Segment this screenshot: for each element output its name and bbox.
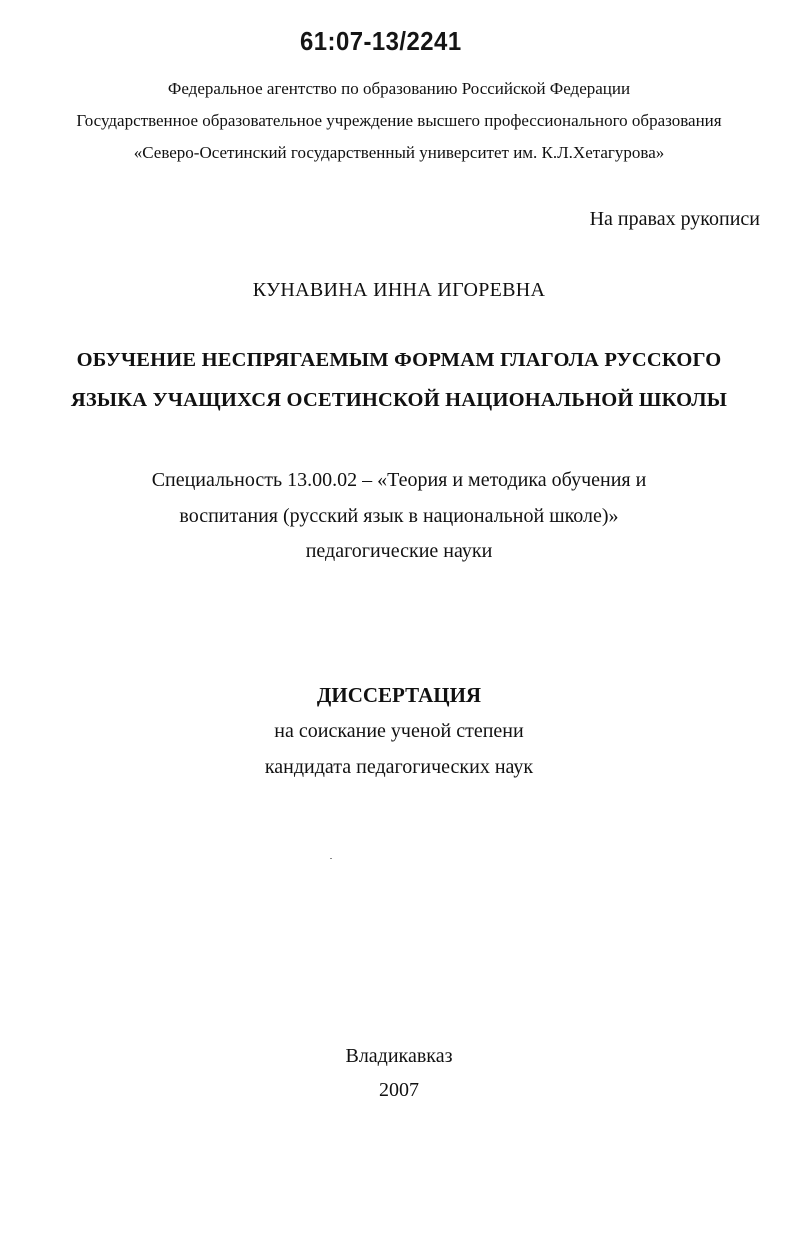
- title-line-1: ОБУЧЕНИЕ НЕСПРЯГАЕМЫМ ФОРМАМ ГЛАГОЛА РУССКОГО: [76, 349, 722, 371]
- city: Владикавказ: [345, 1045, 453, 1067]
- scan-speck: [330, 858, 332, 859]
- title-line-2: ЯЗЫКА УЧАЩИХСЯ ОСЕТИНСКОЙ НАЦИОНАЛЬНОЙ ШКОЛЫ: [70, 389, 728, 411]
- dissertation-heading: ДИССЕРТАЦИЯ: [316, 683, 482, 707]
- organization-line-1: Федеральное агентство по образованию Российской Федерации: [167, 79, 631, 98]
- organization-line-3: «Северо-Осетинский государственный университет им. К.Л.Хетагурова»: [133, 143, 665, 162]
- author-name: КУНАВИНА ИННА ИГОРЕВНА: [252, 279, 546, 301]
- rights-note: На правах рукописи: [589, 208, 760, 230]
- specialty-line-3: педагогические науки: [305, 540, 493, 562]
- archive-stamp-number: 61:07-13/2241: [300, 26, 462, 56]
- specialty-line-2: воспитания (русский язык в национальной школе)»: [179, 505, 619, 527]
- specialty-line-1: Специальность 13.00.02 – «Теория и методика обучения и: [151, 469, 647, 491]
- degree-line-2: кандидата педагогических наук: [264, 756, 534, 778]
- organization-line-2: Государственное образовательное учреждение высшего профессионального образования: [76, 111, 722, 130]
- degree-line-1: на соискание ученой степени: [274, 720, 524, 742]
- year: 2007: [379, 1079, 419, 1101]
